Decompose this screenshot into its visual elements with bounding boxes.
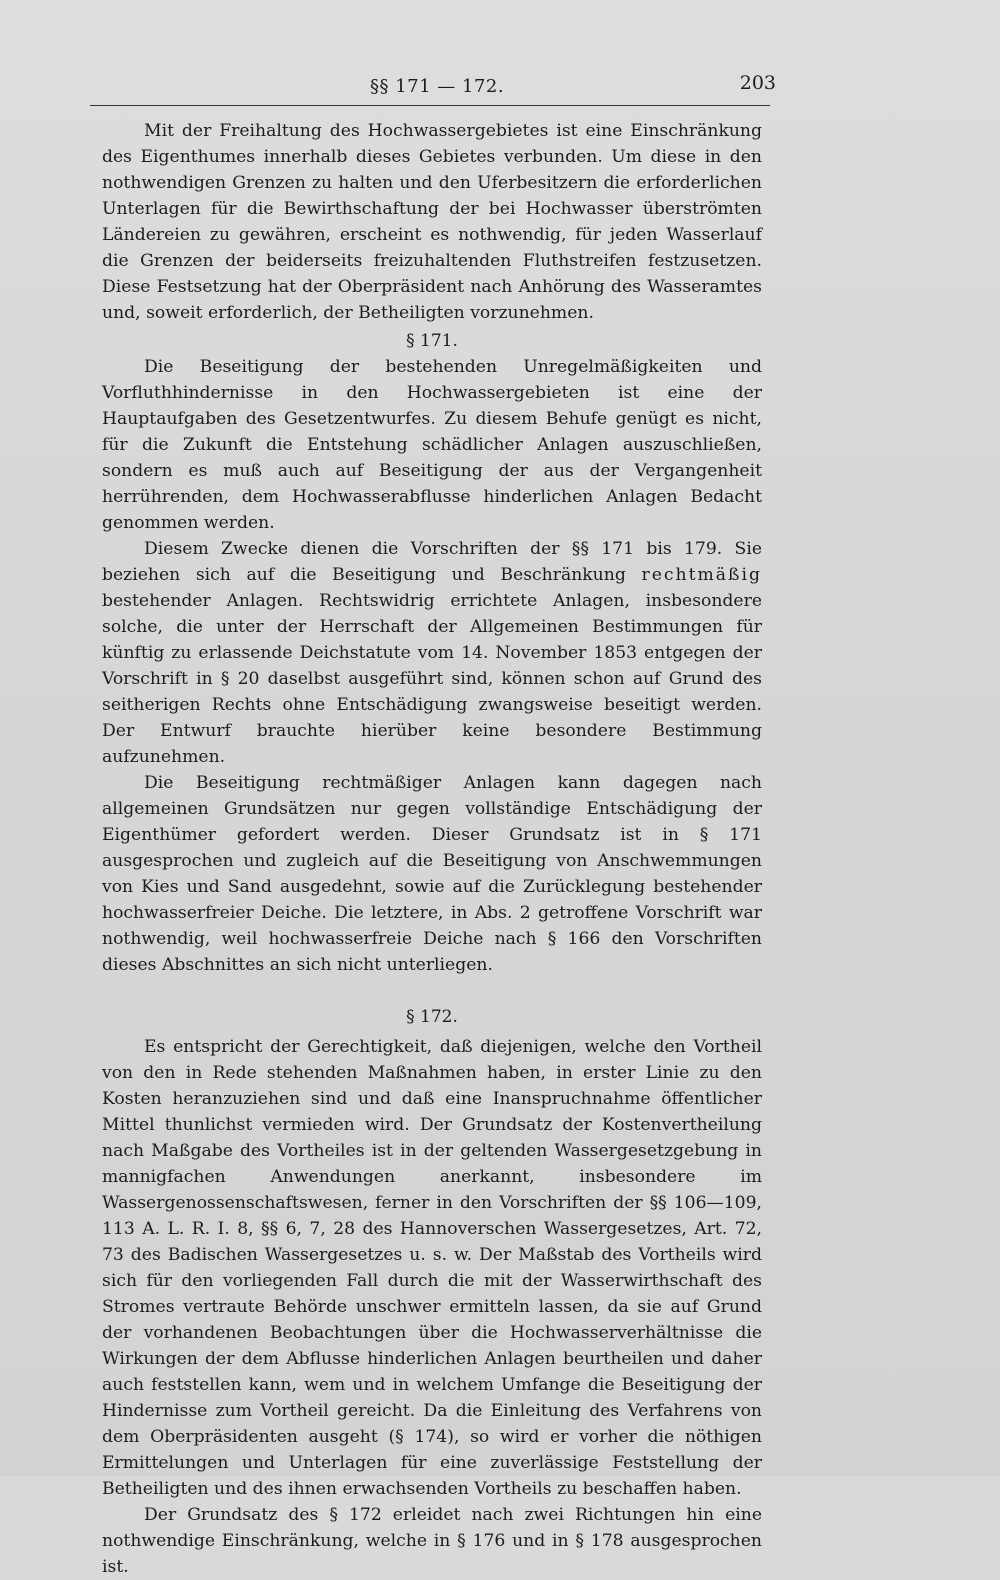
paragraph-171-3: Die Beseitigung rechtmäßiger Anlagen kann dagegen nach allgemeinen Grundsätzen nur gegen vollständige Entschädigung der Eigenthümer gefordert werden. Dieser Grundsatz ist in § 171 ausgesprochen und zugleich auf die Beseitigung von Anschwemmungen von Kies und Sand ausgedehnt, sowie auf die Zurücklegung bestehender hochwasserfreier Deiche. Die letztere, in Abs. 2 getroffene Vorschrift war nothwendig, weil hochwasserfreie Deiche nach § 166 den Vorschriften dieses Abschnittes an sich nicht unterliegen.	[102, 773, 762, 975]
paragraph-171-2-part-b: bestehender Anlagen. Rechtswidrig errichtete Anlagen, insbesondere solche, die unter der Herrschaft der Allgemeinen Bestimmungen für künftig zu erlassende Deichstatute vom 14. November 1853 entgegen der Vorschrift in § 20 daselbst ausgeführt sind, können schon auf Grund des seitherigen Rechts ohne Entschädigung zwangsweise beseitigt werden. Der Entwurf brauchte hierüber keine besondere Bestimmung aufzunehmen.	[102, 591, 762, 767]
page-header	[90, 70, 776, 110]
section-heading-172: § 172.	[406, 1007, 458, 1027]
paragraph-172-1: Es entspricht der Gerechtigkeit, daß diejenigen, welche den Vortheil von den in Rede stehenden Maßnahmen haben, in erster Linie zu den Kosten heranzuziehen sind und daß eine Inanspruchnahme öffentlicher Mittel thunlichst vermieden wird. Der Grundsatz der Kostenvertheilung nach Maßgabe des Vortheiles ist in der geltenden Wassergesetzgebung in mannigfachen Anwendungen anerkannt, insbesondere im Wassergenossenschaftswesen, ferner in den Vorschriften der §§ 106—109, 113 A. L. R. I. 8, §§ 6, 7, 28 des Hannoverschen Wassergesetzes, Art. 72, 73 des Badischen Wassergesetzes u. s. w. Der Maßstab des Vortheils wird sich für den vorliegenden Fall durch die mit der Wasserwirthschaft des Stromes vertraute Behörde unschwer ermitteln lassen, da sie auf Grund der vorhandenen Beobachtungen über die Hochwasserverhältnisse die Wirkungen der dem Abflusse hinderlichen Anlagen beurtheilen und daher auch feststellen kann, wem und in welchem Umfange die Beseitigung der Hindernisse zum Vortheil gereicht. Da die Einleitung des Verfahrens von dem Oberpräsidenten ausgeht (§ 174), so wird er vorher die nöthigen Ermittelungen und Unterlagen für eine zuverlässige Feststellung der Betheiligten und des ihnen erwachsenden Vortheils zu beschaffen haben.	[102, 1037, 762, 1499]
header-rule	[90, 105, 770, 106]
paragraph-intro: Mit der Freihaltung des Hochwassergebietes ist eine Einschränkung des Eigenthumes innerhalb dieses Gebietes verbunden. Um diese in den nothwendigen Grenzen zu halten und den Uferbesitzern die erforderlichen Unterlagen für die Bewirthschaftung der bei Hochwasser überströmten Ländereien zu gewähren, erscheint es nothwendig, für jeden Wasserlauf die Grenzen der beiderseits freizuhaltenden Fluthstreifen festzusetzen. Diese Festsetzung hat der Oberpräsident nach Anhörung des Wasseramtes und, soweit erforderlich, der Betheiligten vorzunehmen.	[102, 121, 762, 323]
paragraph-171-2-part-a: Diesem Zwecke dienen die Vorschriften der §§ 171 bis 179. Sie beziehen sich auf die Beseitigung und Beschränkung	[102, 539, 762, 585]
spaced-emphasis-word: rechtmäßig	[641, 565, 762, 585]
paragraph-172-2: Der Grundsatz des § 172 erleidet nach zwei Richtungen hin eine nothwendige Einschränkung, welche in § 176 und in § 178 ausgesprochen ist.	[102, 1505, 762, 1577]
section-heading-171: § 171.	[406, 331, 458, 351]
running-head: §§ 171 — 172.	[370, 76, 505, 97]
document-body	[102, 118, 762, 1580]
page-number: 203	[739, 72, 776, 94]
paragraph-171-2	[102, 536, 762, 770]
paragraph-171-1: Die Beseitigung der bestehenden Unregelmäßigkeiten und Vorfluthhindernisse in den Hochwassergebieten ist eine der Hauptaufgaben des Gesetzentwurfes. Zu diesem Behufe genügt es nicht, für die Zukunft die Entstehung schädlicher Anlagen auszuschließen, sondern es muß auch auf Beseitigung der aus der Vergangenheit herrührenden, dem Hochwasserabflusse hinderlichen Anlagen Bedacht genommen werden.	[102, 357, 762, 533]
